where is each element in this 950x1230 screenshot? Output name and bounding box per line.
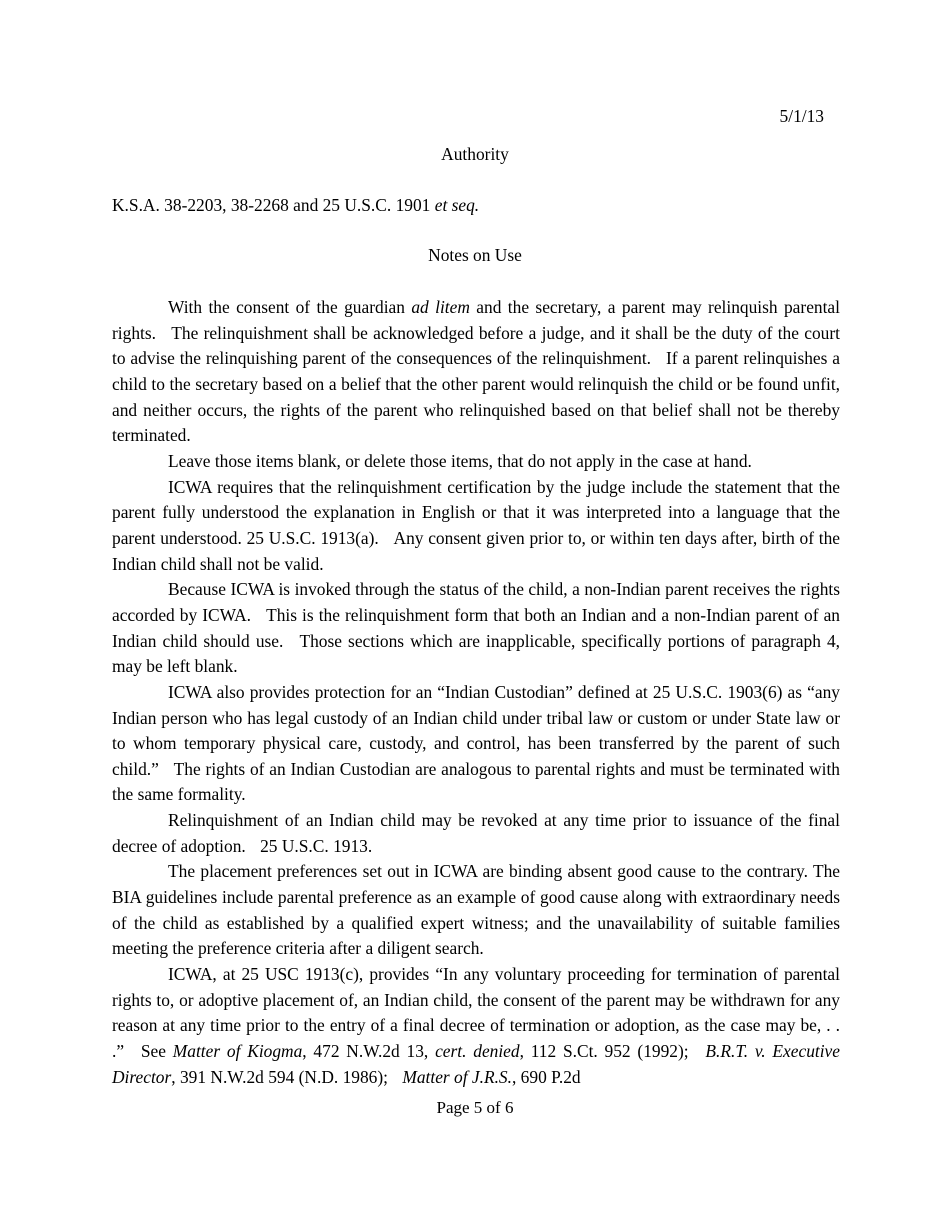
p6-text-b: 25 U.S.C. 1913.	[260, 835, 373, 856]
cite-kiogma-cert: , 112 S.Ct. 952 (1992);	[519, 1041, 689, 1062]
et-seq: et seq.	[434, 195, 480, 215]
p4-text-b: This is the relinquishment form that both an Indian and a non-Indian parent of an Indian child should use.	[112, 604, 840, 651]
cert-denied: cert. denied	[435, 1041, 520, 1062]
p1-text-a: With the consent of the guardian	[168, 297, 405, 317]
notes-paragraph-5	[112, 680, 840, 808]
p5-text-a: ICWA also provides protection for an “Indian Custodian” defined at 25 U.S.C. 1903(6) as “any Indian person who has legal custody of an Indian child under tribal law or custom or under State law or to whom temporary physical care, custody, and control, has been transferred by the parent of such child.”	[112, 681, 840, 779]
notes-paragraph-2: Leave those items blank, or delete those items, that do not apply in the case at hand.	[168, 450, 752, 471]
statute-citations: K.S.A. 38-2203, 38-2268 and 25 U.S.C. 1901	[112, 195, 431, 215]
p3-text-b: Any consent given prior to, or within ten days after, birth of the Indian child shall not be valid.	[112, 527, 840, 574]
p8-see: See	[140, 1041, 166, 1062]
notes-paragraph-1	[112, 295, 840, 449]
p3-text-a: ICWA requires that the relinquishment certification by the judge include the statement that the parent fully understood the explanation in English or that it was interpreted into a language that the parent understood. 25 U.S.C. 1913(a).	[112, 476, 840, 548]
notes-paragraph-7: The placement preferences set out in ICWA are binding absent good cause to the contrary. The BIA guidelines include parental preference as an example of good cause along with extraordinary needs of the child as established by a qualified expert witness; and the unavailability of suitable families meeting the preference criteria after a diligent search.	[112, 861, 840, 959]
p8-text-a: ICWA, at 25 USC 1913(c), provides “In any voluntary proceeding for termination of parental rights to, or adoptive placement of, an Indian child, the consent of the parent may be withdrawn for any reason at any time prior to the entry of a final decree of termination or adoption, as the case may be, . . .”	[112, 964, 840, 1062]
notes-body	[112, 295, 840, 1090]
cite-jrs: , 690 P.2d	[511, 1066, 581, 1087]
case-jrs: Matter of J.R.S.	[402, 1066, 512, 1087]
case-brt: B.R.T. v. Executive Director	[112, 1041, 840, 1087]
p1-text-e: If a parent relinquishes a child to the secretary based on a belief that the other parent would relinquish the child or be found unfit, and neither occurs, the rights of the parent who relinquished based on that belief shall not be thereby terminated.	[112, 348, 840, 446]
cite-kiogma: , 472 N.W.2d 13,	[302, 1041, 429, 1062]
p4-text-a: Because ICWA is invoked through the status of the child, a non-Indian parent receives the rights accorded by ICWA.	[112, 579, 840, 625]
notes-paragraph-6	[112, 808, 840, 859]
notes-paragraph-4	[112, 577, 840, 680]
notes-paragraph-3	[112, 475, 840, 578]
authority-statutes	[112, 194, 479, 216]
p6-text-a: Relinquishment of an Indian child may be revoked at any time prior to issuance of the final decree of adoption.	[112, 810, 840, 856]
notes-paragraph-8	[112, 962, 840, 1090]
document-date: 5/1/13	[779, 106, 824, 126]
page-number: Page 5 of 6	[436, 1098, 514, 1117]
case-kiogma: Matter of Kiogma	[172, 1041, 303, 1062]
p1-text-c: and the secretary, a parent may relinquish parental rights.	[112, 297, 840, 343]
authority-heading: Authority	[441, 144, 509, 164]
cite-brt: , 391 N.W.2d 594 (N.D. 1986);	[171, 1066, 388, 1087]
p1-ad-litem: ad litem	[411, 297, 470, 317]
p4-text-c: Those sections which are inapplicable, specifically portions of paragraph 4, may be left blank.	[112, 630, 841, 677]
p5-text-b: The rights of an Indian Custodian are analogous to parental rights and must be terminated with the same formality.	[112, 758, 840, 805]
notes-heading: Notes on Use	[428, 245, 522, 265]
p1-text-d: The relinquishment shall be acknowledged before a judge, and it shall be the duty of the court to advise the relinquishing parent of the consequences of the relinquishment.	[112, 322, 840, 369]
